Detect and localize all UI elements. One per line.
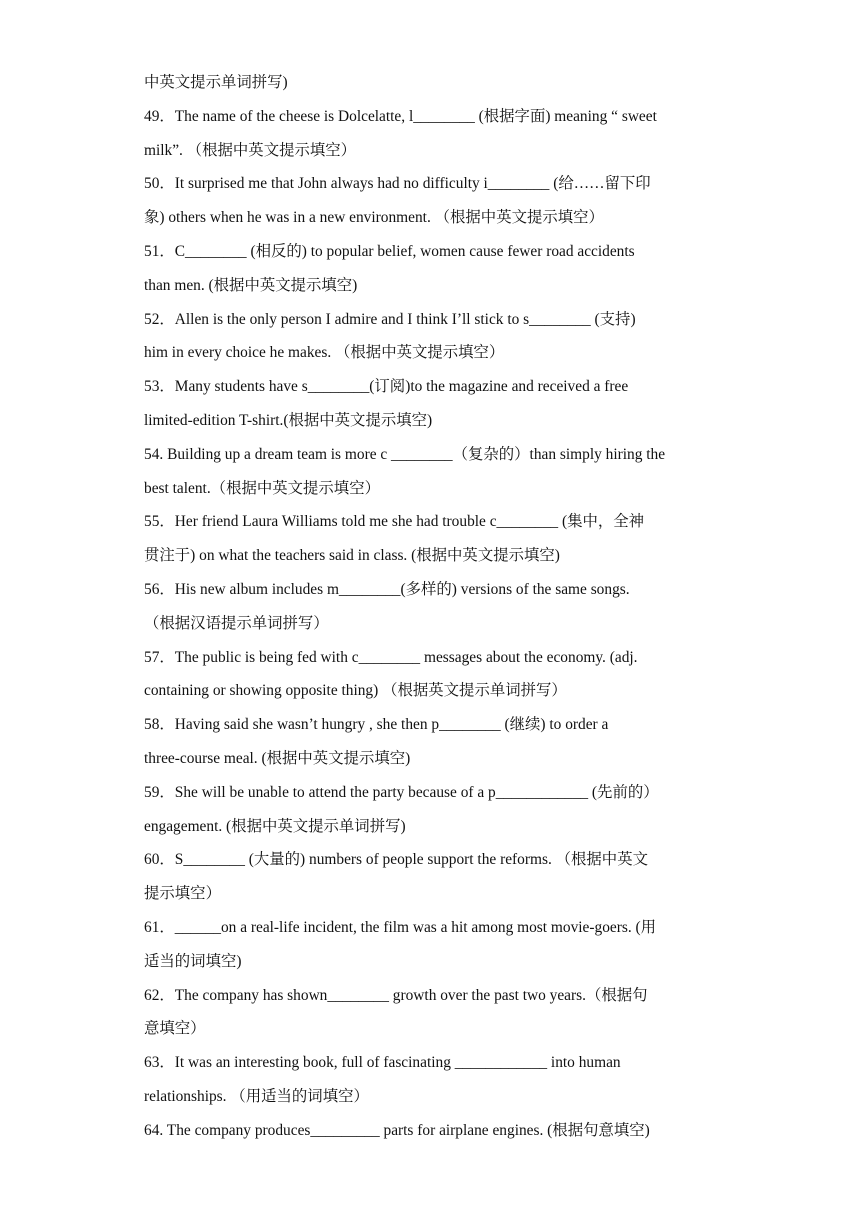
question-49-line-2: milk”. （根据中英文提示填空） <box>144 141 357 159</box>
question-63-line-1: 63．It was an interesting book, full of fascinating ____________ into human <box>144 1054 621 1072</box>
question-52-line-2: him in every choice he makes. （根据中英文提示填空） <box>144 344 505 362</box>
question-62-line-2: 意填空） <box>144 1020 206 1038</box>
question-57-line-1: 57．The public is being fed with c________ messages about the economy. (adj. <box>144 648 638 666</box>
question-50-line-2: 象) others when he was in a new environment. （根据中英文提示填空） <box>144 209 604 227</box>
document-page <box>144 66 720 1148</box>
question-61-line-1: 61．______on a real-life incident, the film was a hit among most movie-goers. (用 <box>144 918 657 936</box>
question-57-line-2: containing or showing opposite thing) （根据英文提示单词拼写） <box>144 682 567 700</box>
question-62-line-1: 62．The company has shown________ growth over the past two years.（根据句 <box>144 986 648 1004</box>
question-49-line-1: 49．The name of the cheese is Dolcelatte, l________ (根据字面) meaning “ sweet <box>144 107 657 125</box>
question-54-line-2: best talent.（根据中英文提示填空） <box>144 479 380 497</box>
question-61-line-2: 适当的词填空) <box>144 952 242 970</box>
question-56-line-2: （根据汉语提示单词拼写） <box>144 614 329 632</box>
question-58-line-1: 58．Having said she wasn’t hungry , she then p________ (继续) to order a <box>144 716 609 734</box>
text-line: 中英文提示单词拼写) <box>144 74 288 91</box>
question-54-line-1: 54. Building up a dream team is more c ________（复杂的）than simply hiring the <box>144 445 666 463</box>
question-51-line-1: 51．C________ (相反的) to popular belief, women cause fewer road accidents <box>144 242 635 260</box>
question-60-line-2: 提示填空） <box>144 885 221 903</box>
question-59-line-2: engagement. (根据中英文提示单词拼写) <box>144 817 406 835</box>
question-55-line-1: 55．Her friend Laura Williams told me she had trouble c________ (集中，全神 <box>144 513 645 531</box>
question-51-line-2: than men. (根据中英文提示填空) <box>144 276 358 294</box>
question-60-line-1: 60．S________ (大量的) numbers of people support the reforms. （根据中英文 <box>144 851 648 869</box>
question-56-line-1: 56．His new album includes m________(多样的) versions of the same songs. <box>144 580 630 598</box>
question-50-line-1: 50．It surprised me that John always had no difficulty i________ (给……留下印 <box>144 175 651 193</box>
question-55-line-2: 贯注于) on what the teachers said in class. (根据中英文提示填空) <box>144 547 560 565</box>
question-58-line-2: three-course meal. (根据中英文提示填空) <box>144 749 411 767</box>
question-52-line-1: 52．Allen is the only person I admire and I think I’ll stick to s________ (支持) <box>144 310 636 328</box>
question-53-line-1: 53．Many students have s________(订阅)to the magazine and received a free <box>144 378 629 396</box>
question-63-line-2: relationships. （用适当的词填空） <box>144 1087 369 1105</box>
question-64-line-1: 64. The company produces_________ parts for airplane engines. (根据句意填空) <box>144 1121 650 1139</box>
question-59-line-1: 59．She will be unable to attend the party because of a p____________ (先前的） <box>144 783 659 801</box>
question-53-line-2: limited-edition T-shirt.(根据中英文提示填空) <box>144 411 433 429</box>
